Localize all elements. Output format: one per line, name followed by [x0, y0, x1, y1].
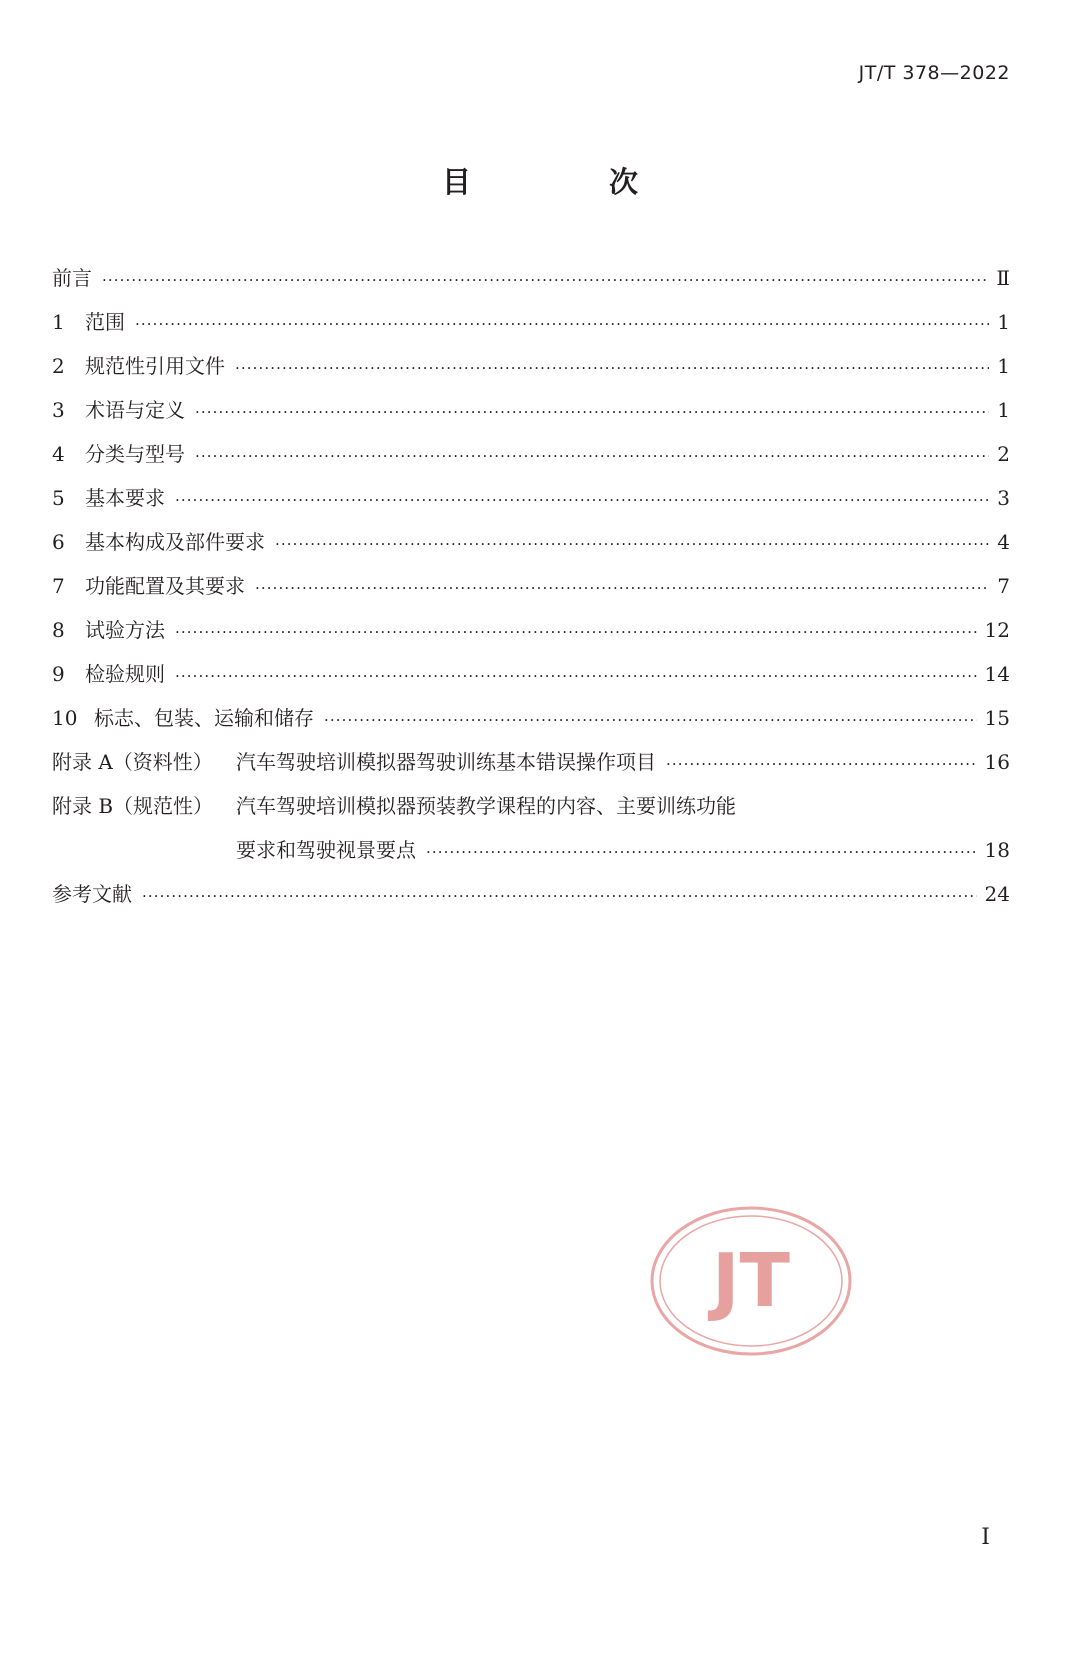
toc-page: 18: [984, 838, 1010, 862]
toc-label: 基本构成及部件要求: [85, 530, 265, 554]
toc-page: 3: [997, 486, 1010, 510]
toc-label: 标志、包装、运输和储存: [94, 706, 314, 730]
dot-leader: [426, 843, 977, 861]
toc-row-8[interactable]: [52, 614, 1010, 658]
toc-label: 规范性引用文件: [85, 354, 225, 378]
toc-page: 12: [984, 618, 1010, 642]
toc-page: Ⅱ: [996, 266, 1010, 290]
toc-number: 5: [52, 486, 65, 510]
toc-number: 2: [52, 354, 65, 378]
toc-label: 功能配置及其要求: [85, 574, 245, 598]
annex-label: 附录 B（规范性）: [52, 794, 214, 818]
toc-row-annex-b[interactable]: [52, 790, 1010, 834]
toc-label: 前言: [52, 266, 92, 290]
table-of-contents: [52, 262, 1010, 922]
toc-number: 3: [52, 398, 65, 422]
toc-row-7[interactable]: [52, 570, 1010, 614]
toc-label: 要求和驾驶视景要点: [236, 838, 416, 862]
toc-label: 检验规则: [85, 662, 165, 686]
dot-leader: [235, 359, 989, 377]
toc-row-5[interactable]: [52, 482, 1010, 526]
toc-row-6[interactable]: [52, 526, 1010, 570]
toc-label: 试验方法: [85, 618, 165, 642]
toc-row-annex-b-continued[interactable]: [52, 834, 1010, 878]
toc-page: 15: [984, 706, 1010, 730]
toc-number: 6: [52, 530, 65, 554]
toc-label: 范围: [85, 310, 125, 334]
dot-leader: [255, 579, 989, 597]
toc-page: 4: [997, 530, 1010, 554]
toc-row-annex-a[interactable]: [52, 746, 1010, 790]
page-number: I: [981, 1525, 990, 1550]
dot-leader: [175, 667, 977, 685]
toc-number: 8: [52, 618, 65, 642]
dot-leader: [175, 491, 989, 509]
toc-row-references[interactable]: [52, 878, 1010, 922]
toc-label: 汽车驾驶培训模拟器驾驶训练基本错误操作项目: [236, 750, 656, 774]
annex-label: 附录 A（资料性）: [52, 750, 213, 774]
toc-page: 14: [984, 662, 1010, 686]
dot-leader: [666, 755, 977, 773]
toc-page: 1: [997, 398, 1010, 422]
toc-label: 术语与定义: [85, 398, 185, 422]
toc-number: 7: [52, 574, 65, 598]
toc-number: 10: [52, 706, 78, 730]
toc-row-4[interactable]: [52, 438, 1010, 482]
dot-leader: [275, 535, 989, 553]
toc-page: 7: [997, 574, 1010, 598]
toc-row-9[interactable]: [52, 658, 1010, 702]
dot-leader: [195, 403, 989, 421]
toc-label: 参考文献: [52, 882, 132, 906]
standard-code: JT/T 378—2022: [858, 62, 1010, 84]
toc-row-3[interactable]: [52, 394, 1010, 438]
dot-leader: [135, 315, 989, 333]
toc-number: 4: [52, 442, 65, 466]
dot-leader: [324, 711, 977, 729]
dot-leader: [142, 887, 977, 905]
toc-number: 1: [52, 310, 65, 334]
dot-leader: [175, 623, 977, 641]
dot-leader: [195, 447, 989, 465]
toc-row-10[interactable]: [52, 702, 1010, 746]
toc-label: 基本要求: [85, 486, 165, 510]
jt-stamp-logo: [649, 1205, 853, 1357]
dot-leader: [102, 271, 988, 289]
toc-page: 1: [997, 354, 1010, 378]
toc-row-foreword[interactable]: [52, 262, 1010, 306]
toc-page: 24: [984, 882, 1010, 906]
toc-page: 16: [984, 750, 1010, 774]
page-title: 目 次: [441, 165, 703, 199]
toc-label: 分类与型号: [85, 442, 185, 466]
toc-row-2[interactable]: [52, 350, 1010, 394]
stamp-text: JT: [711, 1238, 791, 1324]
toc-label: 汽车驾驶培训模拟器预装教学课程的内容、主要训练功能: [236, 794, 736, 818]
toc-row-1[interactable]: [52, 306, 1010, 350]
toc-number: 9: [52, 662, 65, 686]
toc-page: 1: [997, 310, 1010, 334]
toc-page: 2: [997, 442, 1010, 466]
